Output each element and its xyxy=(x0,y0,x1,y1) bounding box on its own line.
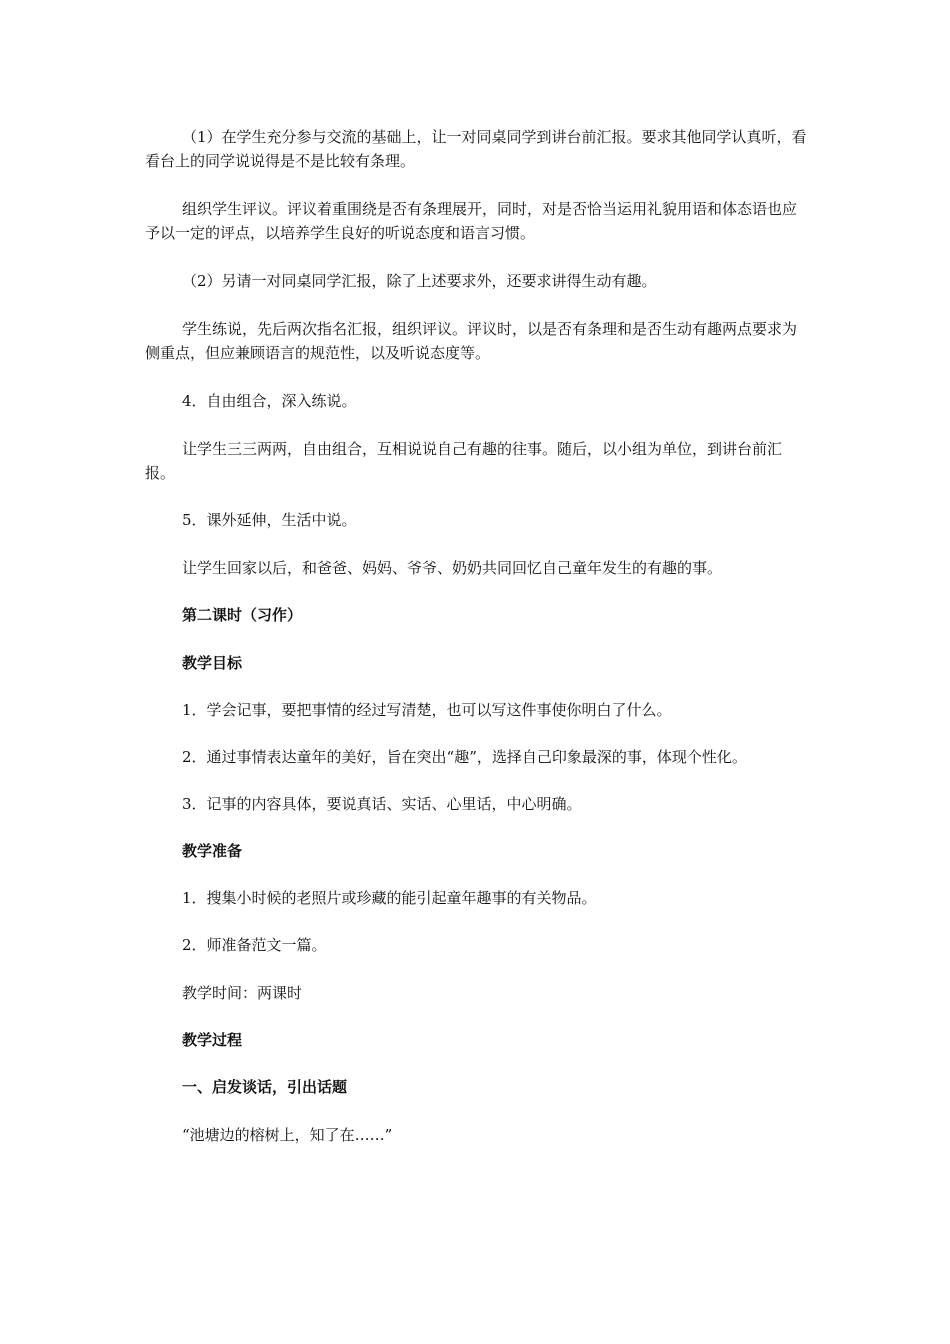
paragraph-teaching-time: 教学时间：两课时 xyxy=(182,984,303,1002)
paragraph-step-4: 4．自由组合，深入练说。 xyxy=(182,392,357,410)
heading-teaching-goals: 教学目标 xyxy=(182,654,243,672)
heading-teaching-process: 教学过程 xyxy=(182,1031,243,1049)
paragraph-prep-1: 1．搜集小时候的老照片或珍藏的能引起童年趣事的有关物品。 xyxy=(182,889,597,907)
paragraph-student-practice: 学生练说，先后两次指名汇报，组织评议。评议时，以是否有条理和是否生动有趣两点要求为侧重点，但应兼顾语言的规范性，以及听说态度等。 xyxy=(145,320,798,362)
heading-teaching-preparation: 教学准备 xyxy=(182,842,243,860)
paragraph-peer-evaluation: 组织学生评议。评议着重围绕是否有条理展开，同时，对是否恰当运用礼貌用语和体态语也应予以一定的评点，以培养学生良好的听说态度和语言习惯。 xyxy=(145,200,798,242)
paragraph-home-recall: 让学生回家以后，和爸爸、妈妈、爷爷、奶奶共同回忆自己童年发生的有趣的事。 xyxy=(182,559,723,577)
paragraph-step-5: 5．课外延伸，生活中说。 xyxy=(182,511,357,529)
paragraph-pair-report-1: （1）在学生充分参与交流的基础上，让一对同桌同学到讲台前汇报。要求其他同学认真听，看看台上的同学说说得是不是比较有条理。 xyxy=(145,128,807,170)
paragraph-quote: “池塘边的榕树上，知了在……” xyxy=(182,1126,393,1144)
heading-section-one: 一、启发谈话，引出话题 xyxy=(182,1078,348,1096)
paragraph-goal-2: 2．通过事情表达童年的美好，旨在突出“趣”，选择自己印象最深的事，体现个性化。 xyxy=(182,748,747,766)
paragraph-pair-report-2: （2）另请一对同桌同学汇报，除了上述要求外，还要求讲得生动有趣。 xyxy=(182,272,657,290)
paragraph-goal-1: 1．学会记事，要把事情的经过写清楚，也可以写这件事使你明白了什么。 xyxy=(182,701,672,719)
paragraph-goal-3: 3．记事的内容具体，要说真话、实话、心里话，中心明确。 xyxy=(182,795,582,813)
paragraph-prep-2: 2．师准备范文一篇。 xyxy=(182,936,327,954)
heading-second-lesson: 第二课时（习作） xyxy=(182,606,303,624)
paragraph-group-talk: 让学生三三两两，自由组合，互相说说自己有趣的往事。随后，以小组为单位，到讲台前汇报。 xyxy=(145,440,783,482)
